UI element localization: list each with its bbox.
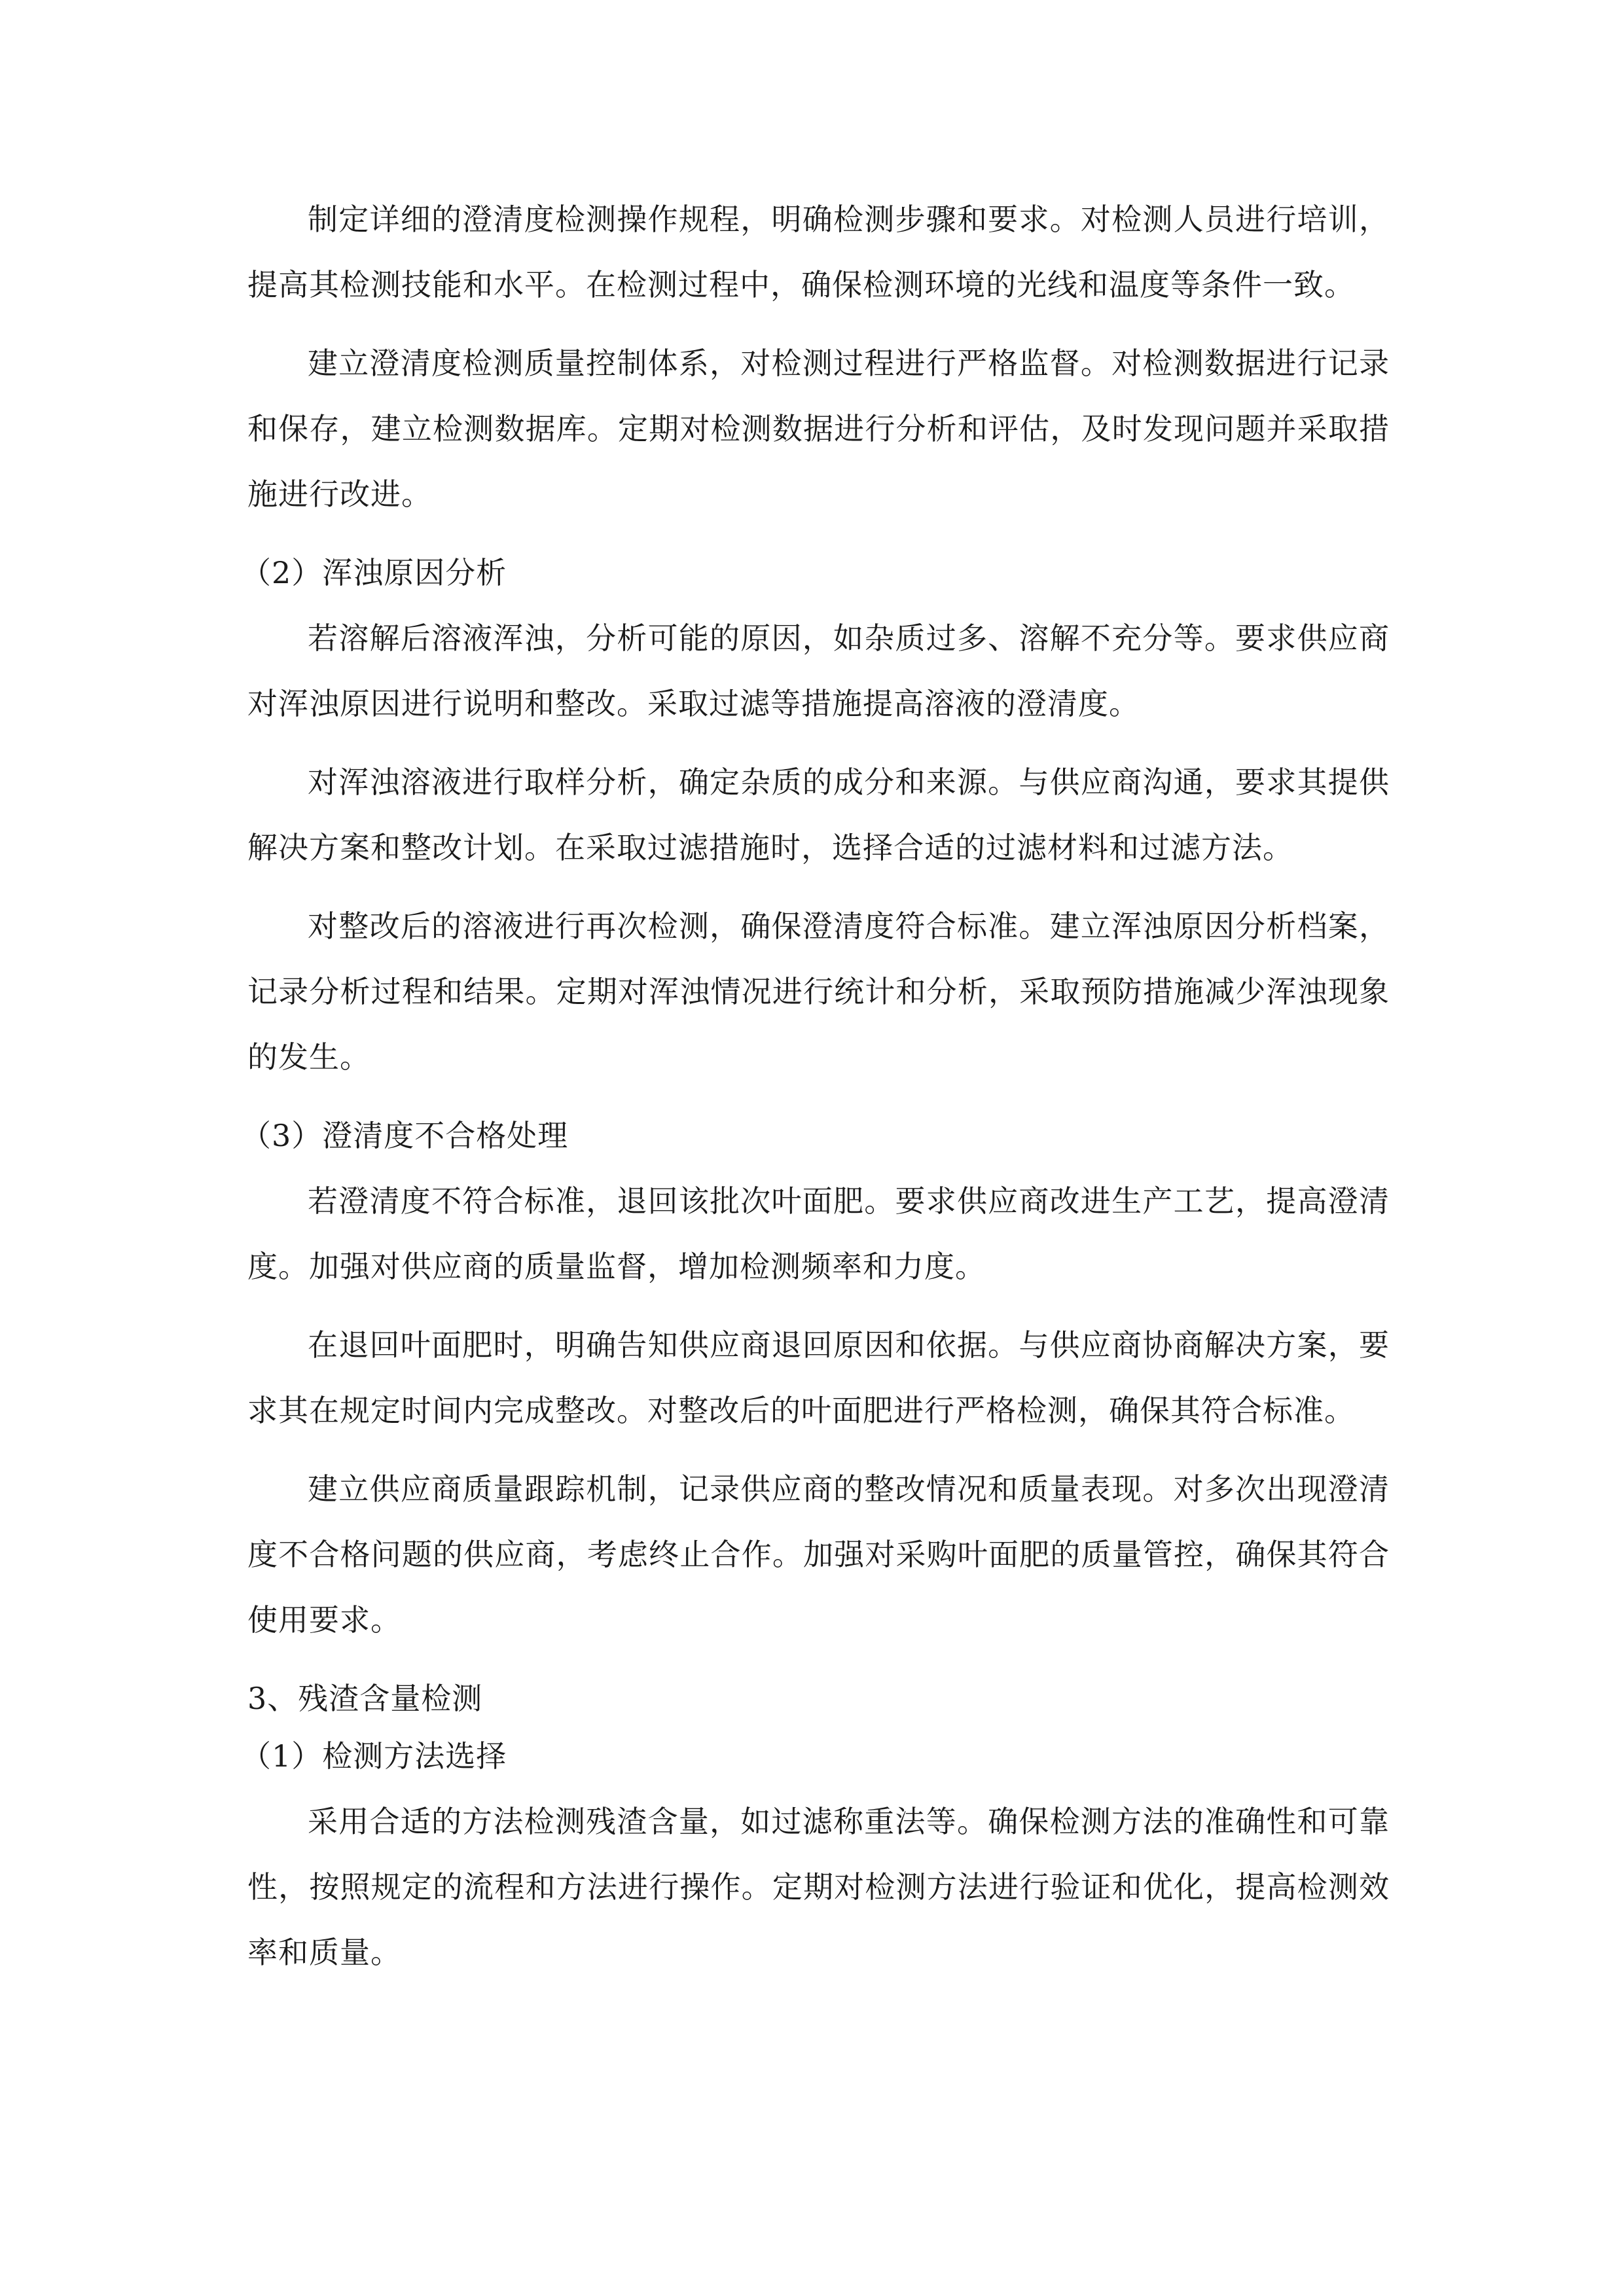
paragraph-return-notification: 在退回叶面肥时，明确告知供应商退回原因和依据。与供应商协商解决方案，要求其在规定时间内完成整改。对整改后的叶面肥进行严格检测，确保其符合标准。 <box>247 1327 1390 1428</box>
heading-test-method-selection: （1）检测方法选择 <box>241 1738 507 1774</box>
paragraph-clarity-procedure: 制定详细的澄清度检测操作规程，明确检测步骤和要求。对检测人员进行培训，提高其检测技能和水平。在检测过程中，确保检测环境的光线和温度等条件一致。 <box>247 202 1390 302</box>
heading-turbidity-cause-analysis: （2）浑浊原因分析 <box>241 555 507 590</box>
heading-clarity-nonconformance: （3）澄清度不合格处理 <box>241 1118 569 1153</box>
paragraph-residue-method: 采用合适的方法检测残渣含量，如过滤称重法等。确保检测方法的准确性和可靠性，按照规定的流程和方法进行操作。定期对检测方法进行验证和优化，提高检测效率和质量。 <box>247 1804 1390 1970</box>
paragraph-return-batch: 若澄清度不符合标准，退回该批次叶面肥。要求供应商改进生产工艺，提高澄清度。加强对供应商的质量监督，增加检测频率和力度。 <box>247 1183 1390 1284</box>
paragraph-turbidity-recheck: 对整改后的溶液进行再次检测，确保澄清度符合标准。建立浑浊原因分析档案，记录分析过程和结果。定期对浑浊情况进行统计和分析，采取预防措施减少浑浊现象的发生。 <box>247 908 1390 1075</box>
paragraph-supplier-tracking: 建立供应商质量跟踪机制，记录供应商的整改情况和质量表现。对多次出现澄清度不合格问题的供应商，考虑终止合作。加强对采购叶面肥的质量管控，确保其符合使用要求。 <box>247 1471 1390 1638</box>
paragraph-turbidity-sampling: 对浑浊溶液进行取样分析，确定杂质的成分和来源。与供应商沟通，要求其提供解决方案和整改计划。在采取过滤措施时，选择合适的过滤材料和过滤方法。 <box>247 764 1390 865</box>
document-body <box>241 187 1390 1985</box>
heading-residue-content-test: 3、残渣含量检测 <box>247 1681 483 1716</box>
paragraph-turbidity-causes: 若溶解后溶液浑浊，分析可能的原因，如杂质过多、溶解不充分等。要求供应商对浑浊原因进行说明和整改。采取过滤等措施提高溶液的澄清度。 <box>247 620 1390 721</box>
paragraph-clarity-quality-control: 建立澄清度检测质量控制体系，对检测过程进行严格监督。对检测数据进行记录和保存，建立检测数据库。定期对检测数据进行分析和评估，及时发现问题并采取措施进行改进。 <box>247 346 1390 512</box>
